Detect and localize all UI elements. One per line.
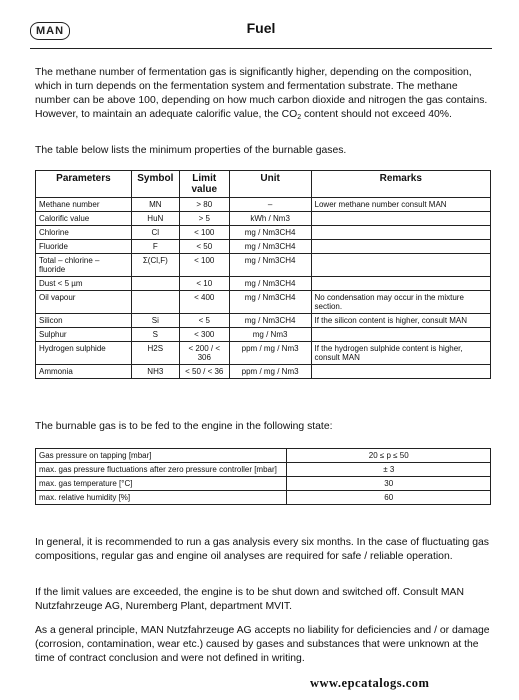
table-cell: < 50	[179, 240, 229, 254]
table-cell: mg / Nm3CH4	[229, 314, 311, 328]
table-cell: mg / Nm3CH4	[229, 254, 311, 277]
table-cell: If the silicon content is higher, consult MAN	[311, 314, 490, 328]
table-cell: > 80	[179, 198, 229, 212]
table-cell: Dust < 5 µm	[36, 277, 132, 291]
table-cell: Si	[131, 314, 179, 328]
table-cell: ppm / mg / Nm3	[229, 365, 311, 379]
table-row	[36, 212, 491, 226]
table-row	[36, 198, 491, 212]
intro-text-end: content should not exceed 40%.	[301, 109, 452, 120]
table-row	[36, 463, 491, 477]
table-cell: If the hydrogen sulphide content is higher, consult MAN	[311, 342, 490, 365]
table-cell: ppm / mg / Nm3	[229, 342, 311, 365]
table-cell: < 10	[179, 277, 229, 291]
table-cell	[131, 277, 179, 291]
table-row	[36, 365, 491, 379]
table-cell	[311, 277, 490, 291]
table-cell: Silicon	[36, 314, 132, 328]
table-cell: Gas pressure on tapping [mbar]	[36, 449, 287, 463]
table-cell: MN	[131, 198, 179, 212]
table-cell	[311, 212, 490, 226]
analysis-paragraph: In general, it is recommended to run a gas analysis every six months. In the case of fluctuating gas compositions, regular gas and engine oil analyses are required for safe / reliable operation.	[35, 537, 489, 562]
table-cell: H2S	[131, 342, 179, 365]
table-cell: Total – chlorine – fluoride	[36, 254, 132, 277]
table-cell: 60	[287, 491, 491, 505]
table-cell: kWh / Nm3	[229, 212, 311, 226]
table-cell: No condensation may occur in the mixture section.	[311, 291, 490, 314]
table-header-row	[36, 171, 491, 198]
table-cell	[311, 240, 490, 254]
co2-subscript: 2	[297, 114, 302, 121]
table-cell: Fluoride	[36, 240, 132, 254]
table-cell: mg / Nm3CH4	[229, 240, 311, 254]
table-cell	[311, 254, 490, 277]
column-header: Symbol	[131, 171, 179, 198]
table-cell: Oil vapour	[36, 291, 132, 314]
intro-paragraph	[35, 66, 490, 125]
table-cell: Calorific value	[36, 212, 132, 226]
table-cell: < 300	[179, 328, 229, 342]
table-cell: NH3	[131, 365, 179, 379]
table-cell: ± 3	[287, 463, 491, 477]
column-header: Remarks	[311, 171, 490, 198]
header-divider	[30, 48, 492, 49]
table-cell: S	[131, 328, 179, 342]
table-cell	[311, 328, 490, 342]
table-row	[36, 291, 491, 314]
table-intro: The table below lists the minimum properties of the burnable gases.	[35, 145, 347, 156]
table-row	[36, 491, 491, 505]
table-cell: F	[131, 240, 179, 254]
table-cell: Ammonia	[36, 365, 132, 379]
table-row	[36, 328, 491, 342]
feed-conditions-table	[35, 448, 491, 505]
table-cell: Σ(Cl,F)	[131, 254, 179, 277]
table-row	[36, 314, 491, 328]
table-cell: mg / Nm3	[229, 328, 311, 342]
liability-paragraph: As a general principle, MAN Nutzfahrzeuge AG accepts no liability for deficiencies and / or damage (corrosion, contamination, wear etc.) caused by gases and substances that were unknown at the time of contract conclusion and were not defined in writing.	[35, 625, 490, 664]
man-logo: MAN	[30, 22, 70, 40]
table-cell: Methane number	[36, 198, 132, 212]
table-cell: 20 ≤ p ≤ 50	[287, 449, 491, 463]
table-cell: Hydrogen sulphide	[36, 342, 132, 365]
table-cell: < 50 / < 36	[179, 365, 229, 379]
intro-text: The methane number of fermentation gas is significantly higher, depending on the composition, which in turn depends on the fermentation system and fermentation substrate. The methane number can be above 100, depending on how much carbon dioxide and nitrogen the gas contains. However, to maintain an adequate calorific value, the CO	[35, 67, 488, 120]
table-cell: Chlorine	[36, 226, 132, 240]
table-cell: 30	[287, 477, 491, 491]
table-cell: < 5	[179, 314, 229, 328]
table-cell: Cl	[131, 226, 179, 240]
table-cell: mg / Nm3CH4	[229, 291, 311, 314]
table-cell: Sulphur	[36, 328, 132, 342]
feed-state-intro: The burnable gas is to be fed to the engine in the following state:	[35, 421, 333, 432]
column-header: Limit value	[179, 171, 229, 198]
table-cell: max. relative humidity [%]	[36, 491, 287, 505]
table-row	[36, 254, 491, 277]
column-header: Unit	[229, 171, 311, 198]
table-row	[36, 477, 491, 491]
page-title: Fuel	[246, 20, 276, 36]
table-cell: mg / Nm3CH4	[229, 226, 311, 240]
table-cell: < 200 / < 306	[179, 342, 229, 365]
table-row	[36, 277, 491, 291]
table-cell	[131, 291, 179, 314]
table-cell	[311, 226, 490, 240]
gas-properties-table	[35, 170, 491, 379]
table-cell	[311, 365, 490, 379]
table-row	[36, 342, 491, 365]
table-cell: > 5	[179, 212, 229, 226]
page-header	[30, 8, 492, 46]
table-cell: max. gas temperature [°C]	[36, 477, 287, 491]
table-cell: HuN	[131, 212, 179, 226]
table-cell: < 100	[179, 254, 229, 277]
watermark: www.epcatalogs.com	[310, 676, 430, 690]
table-row	[36, 240, 491, 254]
limit-paragraph: If the limit values are exceeded, the engine is to be shut down and switched off. Consult MAN Nutzfahrzeuge AG, Nuremberg Plant, department MVIT.	[35, 587, 464, 612]
table-row	[36, 449, 491, 463]
table-row	[36, 226, 491, 240]
table-cell: < 100	[179, 226, 229, 240]
table-cell: Lower methane number consult MAN	[311, 198, 490, 212]
table-cell: max. gas pressure fluctuations after zero pressure controller [mbar]	[36, 463, 287, 477]
table-cell: < 400	[179, 291, 229, 314]
column-header: Parameters	[36, 171, 132, 198]
table-cell: mg / Nm3CH4	[229, 277, 311, 291]
table-cell: –	[229, 198, 311, 212]
